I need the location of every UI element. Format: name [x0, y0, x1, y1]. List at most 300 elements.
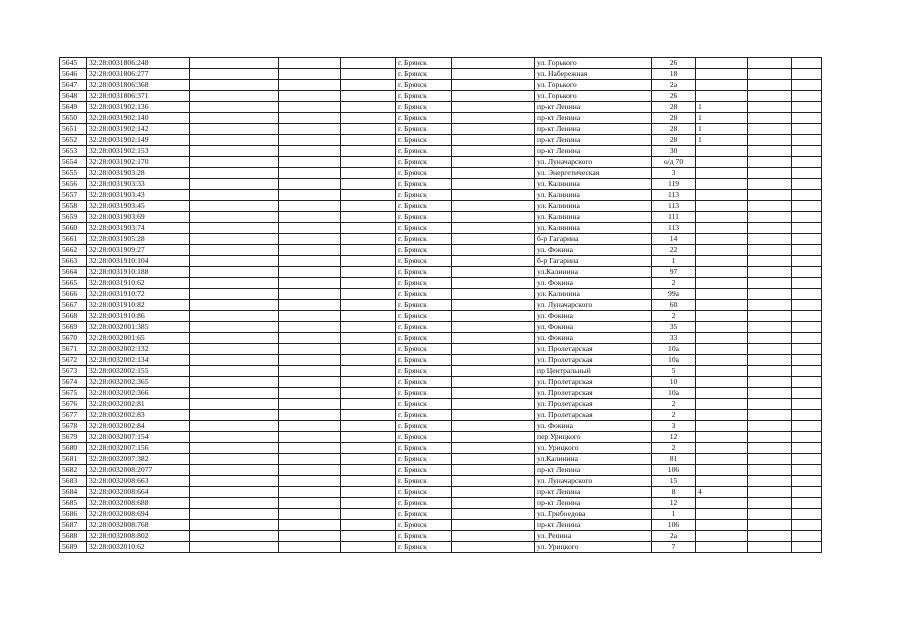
empty-cell: [792, 344, 822, 355]
empty-cell: [279, 454, 341, 465]
empty-cell: [792, 311, 822, 322]
row-number-cell: 5663: [60, 256, 87, 267]
house-number-cell: 28: [652, 113, 696, 124]
empty-cell: [341, 355, 396, 366]
empty-cell: [792, 179, 822, 190]
table-row: [60, 487, 822, 498]
row-number-cell: 5672: [60, 355, 87, 366]
empty-cell: [452, 377, 535, 388]
house-number-cell: 12: [652, 498, 696, 509]
empty-cell: [190, 531, 279, 542]
city-cell: г. Брянск: [396, 300, 452, 311]
empty-cell: [748, 443, 792, 454]
empty-cell: [341, 366, 396, 377]
city-cell: г. Брянск: [396, 91, 452, 102]
row-number-cell: 5667: [60, 300, 87, 311]
empty-cell: [341, 212, 396, 223]
empty-cell: [279, 135, 341, 146]
extra-cell: [696, 223, 748, 234]
extra-cell: 1: [696, 102, 748, 113]
street-cell: ул. Калинина: [535, 201, 652, 212]
cadastral-number-cell: 32:28:0032007:382: [87, 454, 190, 465]
table-row: [60, 432, 822, 443]
empty-cell: [190, 410, 279, 421]
cadastral-number-cell: 32:28:0031806:248: [87, 58, 190, 69]
empty-cell: [341, 421, 396, 432]
empty-cell: [792, 531, 822, 542]
house-number-cell: 3: [652, 168, 696, 179]
table-row: [60, 289, 822, 300]
table-row: [60, 333, 822, 344]
extra-cell: [696, 201, 748, 212]
street-cell: пр-кт Ленина: [535, 498, 652, 509]
row-number-cell: 5685: [60, 498, 87, 509]
empty-cell: [452, 432, 535, 443]
empty-cell: [341, 124, 396, 135]
empty-cell: [279, 509, 341, 520]
table-row: [60, 256, 822, 267]
cadastral-number-cell: 32:28:0031903:45: [87, 201, 190, 212]
extra-cell: [696, 300, 748, 311]
empty-cell: [279, 168, 341, 179]
empty-cell: [792, 421, 822, 432]
empty-cell: [452, 157, 535, 168]
empty-cell: [792, 168, 822, 179]
house-number-cell: 28: [652, 124, 696, 135]
house-number-cell: 2: [652, 410, 696, 421]
empty-cell: [279, 157, 341, 168]
empty-cell: [279, 366, 341, 377]
extra-cell: [696, 278, 748, 289]
empty-cell: [792, 333, 822, 344]
city-cell: г. Брянск: [396, 179, 452, 190]
empty-cell: [341, 300, 396, 311]
table-row: [60, 322, 822, 333]
empty-cell: [748, 267, 792, 278]
empty-cell: [190, 278, 279, 289]
street-cell: ул. Пролетарская: [535, 355, 652, 366]
city-cell: г. Брянск: [396, 476, 452, 487]
empty-cell: [748, 212, 792, 223]
empty-cell: [341, 410, 396, 421]
empty-cell: [279, 311, 341, 322]
street-cell: пр-кт Ленина: [535, 113, 652, 124]
extra-cell: [696, 421, 748, 432]
empty-cell: [190, 267, 279, 278]
empty-cell: [792, 58, 822, 69]
house-number-cell: 2: [652, 311, 696, 322]
cadastral-number-cell: 32:28:0031902:170: [87, 157, 190, 168]
cadastral-number-cell: 32:28:0032002:365: [87, 377, 190, 388]
empty-cell: [452, 179, 535, 190]
empty-cell: [748, 135, 792, 146]
extra-cell: [696, 520, 748, 531]
house-number-cell: 2: [652, 443, 696, 454]
extra-cell: [696, 179, 748, 190]
empty-cell: [792, 135, 822, 146]
extra-cell: [696, 333, 748, 344]
empty-cell: [279, 201, 341, 212]
empty-cell: [792, 102, 822, 113]
empty-cell: [190, 443, 279, 454]
empty-cell: [452, 58, 535, 69]
empty-cell: [452, 498, 535, 509]
street-cell: ул. Калинина: [535, 289, 652, 300]
row-number-cell: 5650: [60, 113, 87, 124]
empty-cell: [190, 542, 279, 553]
empty-cell: [792, 498, 822, 509]
document-page: [59, 57, 821, 553]
empty-cell: [452, 366, 535, 377]
empty-cell: [279, 355, 341, 366]
extra-cell: [696, 465, 748, 476]
city-cell: г. Брянск: [396, 443, 452, 454]
empty-cell: [452, 476, 535, 487]
empty-cell: [341, 498, 396, 509]
empty-cell: [792, 234, 822, 245]
empty-cell: [452, 520, 535, 531]
empty-cell: [341, 234, 396, 245]
street-cell: ул. Фокина: [535, 333, 652, 344]
empty-cell: [190, 509, 279, 520]
row-number-cell: 5652: [60, 135, 87, 146]
row-number-cell: 5664: [60, 267, 87, 278]
city-cell: г. Брянск: [396, 157, 452, 168]
empty-cell: [452, 223, 535, 234]
empty-cell: [279, 212, 341, 223]
cadastral-number-cell: 32:28:0031909:27: [87, 245, 190, 256]
empty-cell: [190, 58, 279, 69]
table-row: [60, 80, 822, 91]
street-cell: б-р Гагарина: [535, 256, 652, 267]
cadastral-number-cell: 32:28:0032002:83: [87, 410, 190, 421]
empty-cell: [452, 69, 535, 80]
empty-cell: [341, 322, 396, 333]
empty-cell: [190, 487, 279, 498]
extra-cell: [696, 69, 748, 80]
house-number-cell: 60: [652, 300, 696, 311]
cadastral-number-cell: 32:28:0031905:28: [87, 234, 190, 245]
extra-cell: [696, 311, 748, 322]
table-row: [60, 421, 822, 432]
empty-cell: [341, 388, 396, 399]
table-row: [60, 278, 822, 289]
house-number-cell: 33: [652, 333, 696, 344]
house-number-cell: 7: [652, 542, 696, 553]
cadastral-number-cell: 32:28:0031902:142: [87, 124, 190, 135]
empty-cell: [452, 388, 535, 399]
extra-cell: [696, 454, 748, 465]
empty-cell: [452, 278, 535, 289]
row-number-cell: 5660: [60, 223, 87, 234]
city-cell: г. Брянск: [396, 311, 452, 322]
cadastral-number-cell: 32:28:0031903:33: [87, 179, 190, 190]
cadastral-number-cell: 32:28:0031910:72: [87, 289, 190, 300]
empty-cell: [341, 377, 396, 388]
extra-cell: [696, 267, 748, 278]
cadastral-number-cell: 32:28:0032002:155: [87, 366, 190, 377]
house-number-cell: 1: [652, 256, 696, 267]
table-row: [60, 311, 822, 322]
table-row: [60, 355, 822, 366]
city-cell: г. Брянск: [396, 333, 452, 344]
empty-cell: [341, 135, 396, 146]
empty-cell: [792, 388, 822, 399]
house-number-cell: о/д 70: [652, 157, 696, 168]
empty-cell: [190, 377, 279, 388]
extra-cell: [696, 344, 748, 355]
empty-cell: [792, 91, 822, 102]
table-row: [60, 366, 822, 377]
extra-cell: [696, 322, 748, 333]
empty-cell: [748, 465, 792, 476]
extra-cell: [696, 399, 748, 410]
empty-cell: [748, 399, 792, 410]
house-number-cell: 81: [652, 454, 696, 465]
city-cell: г. Брянск: [396, 399, 452, 410]
table-row: [60, 377, 822, 388]
house-number-cell: 22: [652, 245, 696, 256]
house-number-cell: 18: [652, 69, 696, 80]
street-cell: ул. Фокина: [535, 245, 652, 256]
street-cell: ул. Луначарского: [535, 476, 652, 487]
cadastral-number-cell: 32:28:0032008:664: [87, 487, 190, 498]
empty-cell: [748, 201, 792, 212]
empty-cell: [792, 300, 822, 311]
extra-cell: [696, 432, 748, 443]
cadastral-number-cell: 32:28:0031902:149: [87, 135, 190, 146]
street-cell: ул. Энергетическая: [535, 168, 652, 179]
empty-cell: [792, 289, 822, 300]
row-number-cell: 5676: [60, 399, 87, 410]
cadastral-number-cell: 32:28:0032008:768: [87, 520, 190, 531]
cadastral-number-cell: 32:28:0031903:28: [87, 168, 190, 179]
extra-cell: 1: [696, 135, 748, 146]
table-row: [60, 498, 822, 509]
empty-cell: [792, 410, 822, 421]
table-row: [60, 69, 822, 80]
table-row: [60, 113, 822, 124]
street-cell: ул.Калинина: [535, 454, 652, 465]
empty-cell: [341, 311, 396, 322]
table-row: [60, 542, 822, 553]
house-number-cell: 2: [652, 278, 696, 289]
empty-cell: [341, 333, 396, 344]
empty-cell: [748, 531, 792, 542]
empty-cell: [748, 168, 792, 179]
empty-cell: [279, 322, 341, 333]
empty-cell: [190, 300, 279, 311]
row-number-cell: 5688: [60, 531, 87, 542]
extra-cell: [696, 146, 748, 157]
empty-cell: [279, 278, 341, 289]
house-number-cell: 10а: [652, 388, 696, 399]
empty-cell: [748, 542, 792, 553]
table-row: [60, 91, 822, 102]
empty-cell: [792, 432, 822, 443]
house-number-cell: 35: [652, 322, 696, 333]
empty-cell: [792, 223, 822, 234]
row-number-cell: 5657: [60, 190, 87, 201]
row-number-cell: 5662: [60, 245, 87, 256]
empty-cell: [341, 542, 396, 553]
empty-cell: [452, 509, 535, 520]
house-number-cell: 26: [652, 91, 696, 102]
empty-cell: [452, 355, 535, 366]
city-cell: г. Брянск: [396, 256, 452, 267]
empty-cell: [279, 399, 341, 410]
empty-cell: [792, 487, 822, 498]
row-number-cell: 5656: [60, 179, 87, 190]
extra-cell: [696, 476, 748, 487]
empty-cell: [279, 388, 341, 399]
city-cell: г. Брянск: [396, 201, 452, 212]
empty-cell: [341, 245, 396, 256]
city-cell: г. Брянск: [396, 487, 452, 498]
empty-cell: [279, 146, 341, 157]
row-number-cell: 5683: [60, 476, 87, 487]
street-cell: б-р Гагарина: [535, 234, 652, 245]
empty-cell: [748, 278, 792, 289]
empty-cell: [452, 410, 535, 421]
row-number-cell: 5668: [60, 311, 87, 322]
house-number-cell: 1: [652, 509, 696, 520]
street-cell: ул. Калинина: [535, 190, 652, 201]
empty-cell: [452, 201, 535, 212]
city-cell: г. Брянск: [396, 410, 452, 421]
empty-cell: [190, 91, 279, 102]
street-cell: пр-кт Ленина: [535, 102, 652, 113]
city-cell: г. Брянск: [396, 190, 452, 201]
empty-cell: [748, 157, 792, 168]
empty-cell: [748, 344, 792, 355]
table-row: [60, 410, 822, 421]
empty-cell: [279, 80, 341, 91]
empty-cell: [341, 289, 396, 300]
table-row: [60, 179, 822, 190]
empty-cell: [279, 113, 341, 124]
empty-cell: [792, 399, 822, 410]
empty-cell: [748, 355, 792, 366]
house-number-cell: 113: [652, 223, 696, 234]
empty-cell: [341, 454, 396, 465]
empty-cell: [190, 289, 279, 300]
empty-cell: [792, 476, 822, 487]
table-row: [60, 102, 822, 113]
empty-cell: [452, 234, 535, 245]
empty-cell: [452, 168, 535, 179]
empty-cell: [341, 531, 396, 542]
street-cell: ул. Грибоедова: [535, 509, 652, 520]
row-number-cell: 5687: [60, 520, 87, 531]
table-row: [60, 157, 822, 168]
extra-cell: 1: [696, 113, 748, 124]
street-cell: пр-кт Ленина: [535, 124, 652, 135]
city-cell: г. Брянск: [396, 388, 452, 399]
extra-cell: [696, 509, 748, 520]
cadastral-number-cell: 32:28:0031902:140: [87, 113, 190, 124]
empty-cell: [190, 135, 279, 146]
table-row: [60, 531, 822, 542]
empty-cell: [452, 454, 535, 465]
empty-cell: [279, 465, 341, 476]
house-number-cell: 10: [652, 377, 696, 388]
empty-cell: [748, 146, 792, 157]
cadastral-number-cell: 32:28:0032002:366: [87, 388, 190, 399]
extra-cell: [696, 245, 748, 256]
empty-cell: [748, 311, 792, 322]
empty-cell: [341, 113, 396, 124]
empty-cell: [452, 421, 535, 432]
empty-cell: [279, 432, 341, 443]
cadastral-number-cell: 32:28:0031910:62: [87, 278, 190, 289]
empty-cell: [279, 190, 341, 201]
empty-cell: [190, 322, 279, 333]
street-cell: пр-кт Ленина: [535, 135, 652, 146]
city-cell: г. Брянск: [396, 355, 452, 366]
street-cell: пер Урицкого: [535, 432, 652, 443]
extra-cell: [696, 168, 748, 179]
house-number-cell: 2: [652, 399, 696, 410]
cadastral-number-cell: 32:28:0032008:694: [87, 509, 190, 520]
empty-cell: [279, 542, 341, 553]
empty-cell: [452, 256, 535, 267]
empty-cell: [792, 267, 822, 278]
house-number-cell: 26: [652, 58, 696, 69]
empty-cell: [190, 399, 279, 410]
empty-cell: [190, 344, 279, 355]
empty-cell: [190, 333, 279, 344]
street-cell: ул.Калинина: [535, 267, 652, 278]
empty-cell: [748, 289, 792, 300]
row-number-cell: 5647: [60, 80, 87, 91]
empty-cell: [748, 487, 792, 498]
empty-cell: [452, 113, 535, 124]
empty-cell: [748, 102, 792, 113]
empty-cell: [279, 91, 341, 102]
extra-cell: [696, 289, 748, 300]
house-number-cell: 106: [652, 520, 696, 531]
cadastral-number-cell: 32:28:0031910:104: [87, 256, 190, 267]
empty-cell: [341, 443, 396, 454]
city-cell: г. Брянск: [396, 509, 452, 520]
empty-cell: [279, 223, 341, 234]
cadastral-number-cell: 32:28:0031910:86: [87, 311, 190, 322]
empty-cell: [792, 465, 822, 476]
row-number-cell: 5669: [60, 322, 87, 333]
empty-cell: [792, 212, 822, 223]
empty-cell: [190, 245, 279, 256]
house-number-cell: 28: [652, 135, 696, 146]
empty-cell: [748, 454, 792, 465]
empty-cell: [452, 245, 535, 256]
table-row: [60, 201, 822, 212]
extra-cell: [696, 410, 748, 421]
street-cell: ул. Калинина: [535, 223, 652, 234]
empty-cell: [341, 344, 396, 355]
table-row: [60, 476, 822, 487]
house-number-cell: 3: [652, 421, 696, 432]
table-row: [60, 234, 822, 245]
empty-cell: [452, 443, 535, 454]
empty-cell: [279, 410, 341, 421]
city-cell: г. Брянск: [396, 542, 452, 553]
empty-cell: [190, 223, 279, 234]
empty-cell: [748, 333, 792, 344]
street-cell: ул. Горького: [535, 80, 652, 91]
empty-cell: [190, 476, 279, 487]
table-row: [60, 58, 822, 69]
